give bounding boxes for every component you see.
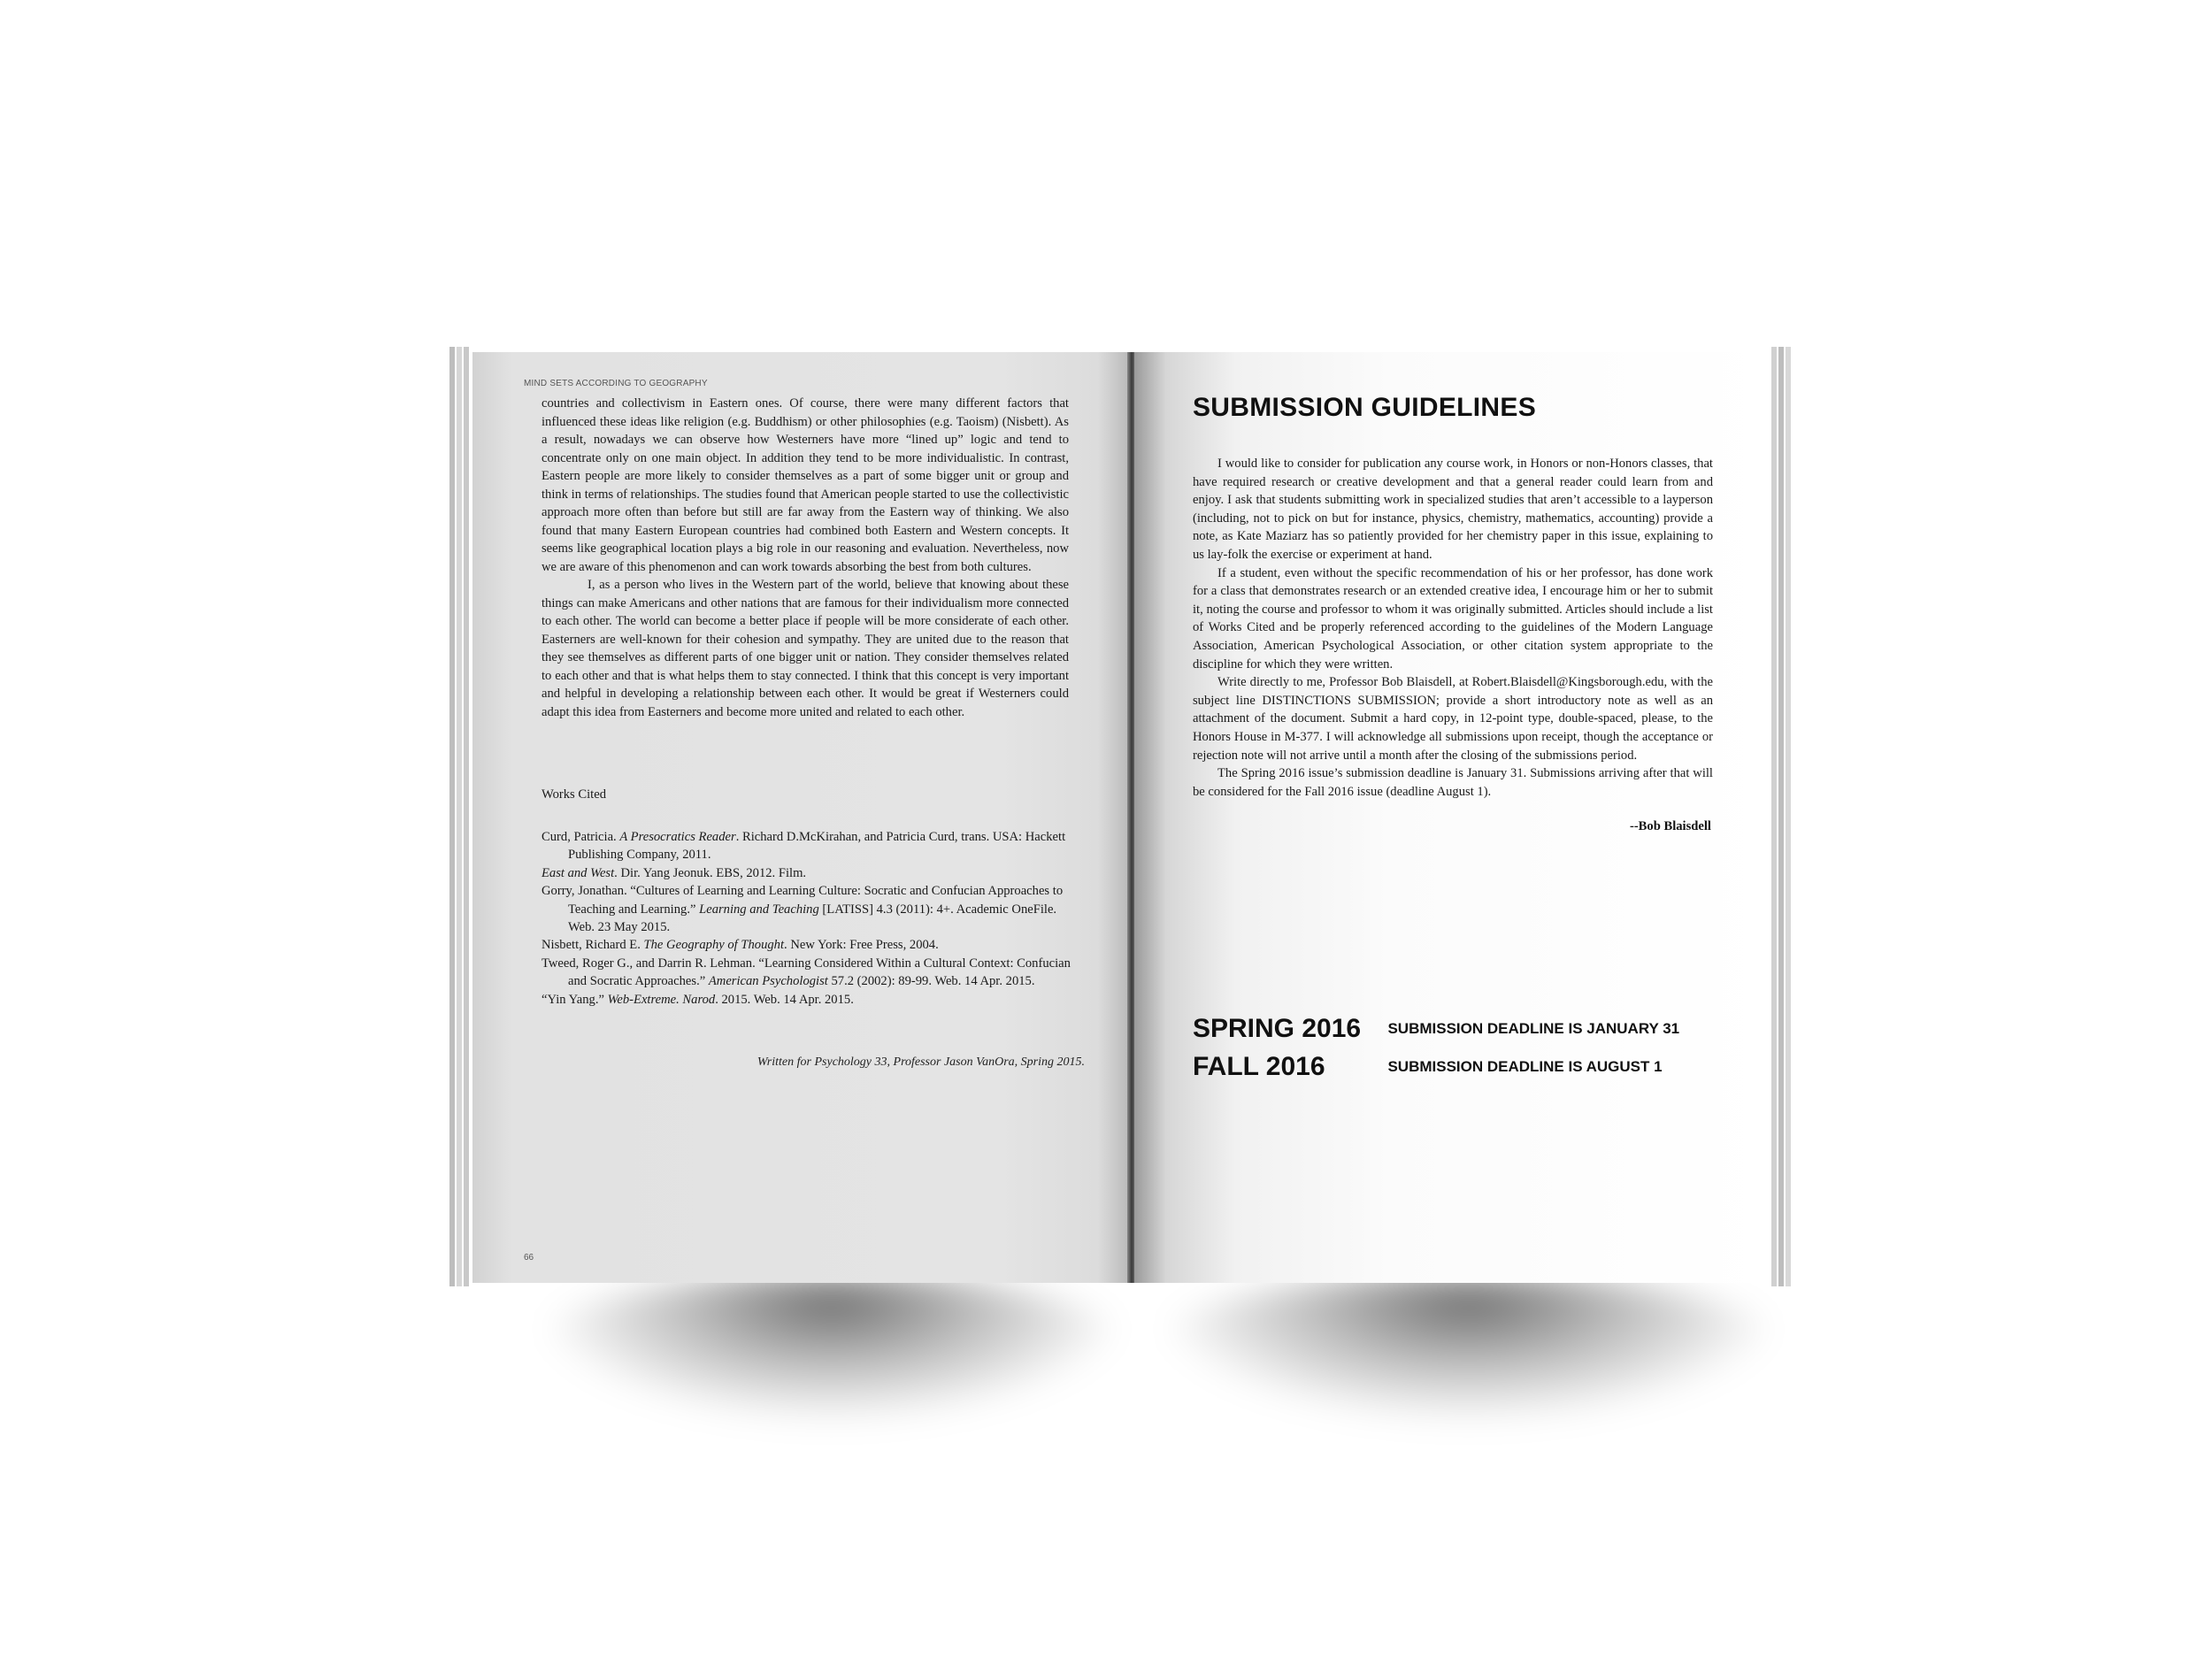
signoff: --Bob Blaisdell xyxy=(1629,819,1711,833)
citation: Tweed, Roger G., and Darrin R. Lehman. “Learning Considered Within a Cultural Context: Confucian and Socratic Approaches.” American Psychologist 57.2 (2002): 89-99. Web. 14 Apr. 2015. xyxy=(541,956,1071,989)
deadline-spring xyxy=(1193,1014,1679,1044)
deadline-note: SUBMISSION DEADLINE IS JANUARY 31 xyxy=(1387,1020,1680,1037)
guidelines-paragraph: I would like to consider for publication any course work, in Honors or non-Honors classes, that have required research or creative development and that a general reader could learn from and enjoy. I ask that students submitting work in specialized studies that aren’t accessible to a layperson (including, not to pick on but for instance, physics, chemistry, mathematics, accounting) provide a note, as Kate Maziarz has so patiently provided for her chemistry paper in this issue, explaining to us lay-folk the exercise or experiment at hand. xyxy=(1193,457,1713,562)
book-shadow-right xyxy=(1150,1274,1787,1424)
guidelines-paragraph: Write directly to me, Professor Bob Blaisdell, at Robert.Blaisdell@Kingsborough.edu, with the subject line DISTINCTIONS SUBMISSION; provide a short introductory note as well as an attachment of the document. Submit a hard copy, in 12-point type, double-spaced, please, to the Honors House in M-377. I will acknowledge all submissions upon receipt, though the acceptance or rejection note will not arrive until a month after the closing of the submissions period. xyxy=(1193,675,1713,763)
page-title: SUBMISSION GUIDELINES xyxy=(1193,393,1537,422)
running-head: MIND SETS ACCORDING TO GEOGRAPHY xyxy=(524,379,708,388)
page-edge xyxy=(1778,347,1784,1286)
citation: Curd, Patricia. A Presocratics Reader. Richard D.McKirahan, and Patricia Curd, trans. USA: Hackett Publishing Company, 2011. xyxy=(541,830,1066,863)
page-edge xyxy=(1786,347,1791,1286)
article-body xyxy=(541,395,1069,721)
works-cited-list xyxy=(541,828,1072,1009)
author-credit: Written for Psychology 33, Professor Jason VanOra, Spring 2015. xyxy=(757,1055,1085,1069)
book-shadow-left xyxy=(531,1274,1133,1424)
citation: Nisbett, Richard E. The Geography of Thought. New York: Free Press, 2004. xyxy=(541,938,939,953)
deadline-term: SPRING 2016 xyxy=(1193,1014,1362,1043)
guidelines-paragraph: The Spring 2016 issue’s submission deadline is January 31. Submissions arriving after that will be considered for the Fall 2016 issue (deadline August 1). xyxy=(1193,766,1713,799)
deadline-term: FALL 2016 xyxy=(1193,1052,1325,1081)
guidelines-body xyxy=(1193,455,1713,801)
page-edge xyxy=(464,347,469,1286)
page-number: 66 xyxy=(524,1253,534,1263)
deadline-note: SUBMISSION DEADLINE IS AUGUST 1 xyxy=(1387,1058,1663,1075)
article-paragraph: countries and collectivism in Eastern ones. Of course, there were many different factors that influenced these ideas like religion (e.g. Buddhism) or other philosophies (e.g. Taoism) (Nisbett). As a result, nowadays we can observe how Westerners have more “lined up” logic and tend to concentrate only on one main object. In addition they tend to be more individualistic. In contrast, Eastern people are more likely to consider themselves as a part of some bigger unit or group and think in terms of relationships. The studies found that American people started to use the collectivistic approach more often than before but still are far away from the Eastern way of thinking. We also found that many Eastern European countries had combined both Eastern and Western concepts. It seems like geographical location plays a big role in our reasoning and evaluation. Nevertheless, now we are aware of this phenomenon and can work towards absorbing the best from both cultures. xyxy=(541,396,1069,574)
citation: East and West. Dir. Yang Jeonuk. EBS, 2012. Film. xyxy=(541,865,807,880)
page-edge xyxy=(457,347,462,1286)
page-edge xyxy=(1771,347,1777,1286)
left-page xyxy=(472,352,1131,1283)
works-cited-heading: Works Cited xyxy=(541,787,607,802)
deadline-fall xyxy=(1193,1052,1663,1082)
citation: Gorry, Jonathan. “Cultures of Learning and Learning Culture: Socratic and Confucian Approaches to Teaching and Learning.” Learning and Teaching [LATISS] 4.3 (2011): 4+. Academic OneFile. Web. 23 May 2015. xyxy=(541,884,1064,935)
article-paragraph: I, as a person who lives in the Western part of the world, believe that knowing about these things can make Americans and other nations that are famous for their individualism more connected to each other. The world can become a better place if people will be more considerate of each other. Easterners are well-known for their cohesion and sympathy. They are united due to the reason that they see themselves as different parts of one bigger unit or nation. They consider themselves related to each other and that is what helps them to stay connected. I think that this concept is very important and helpful in developing a relationship between each other. It would be great if Westerners could adapt this idea from Easterners and become more united and related to each other. xyxy=(541,578,1069,719)
citation: “Yin Yang.” Web-Extreme. Narod. 2015. Web. 14 Apr. 2015. xyxy=(541,992,854,1007)
page-edge xyxy=(449,347,455,1286)
right-page xyxy=(1134,352,1768,1283)
guidelines-paragraph: If a student, even without the specific recommendation of his or her professor, has done work for a class that demonstrates research or an extended creative idea, I encourage him or her to submit it, noting the course and professor to whom it was originally submitted. Articles should include a list of Works Cited and be properly referenced according to the guidelines of the Modern Language Association, American Psychological Association, or other citation system appropriate to the discipline for which they were written. xyxy=(1193,565,1713,672)
